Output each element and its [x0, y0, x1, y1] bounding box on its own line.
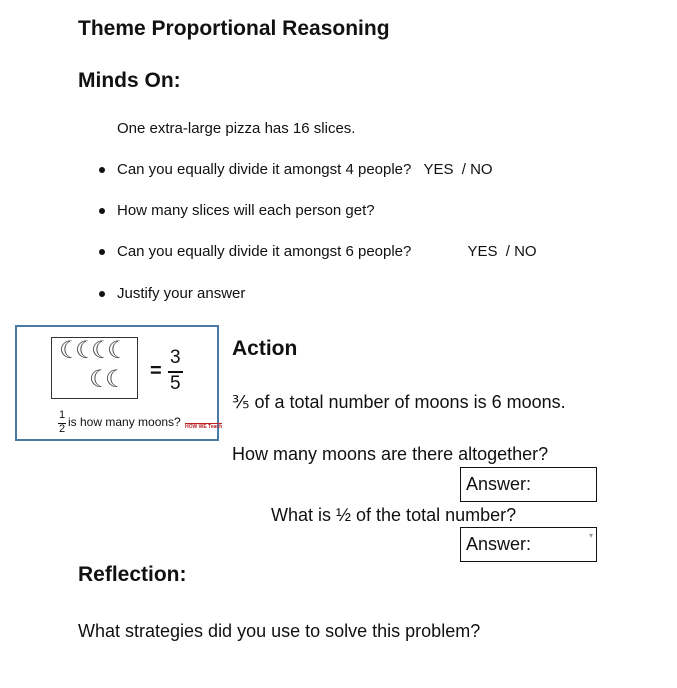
- bullet-item-3: [117, 243, 537, 260]
- no-option-1[interactable]: / NO: [461, 161, 493, 178]
- no-option-3[interactable]: / NO: [505, 243, 537, 260]
- bullet-dot: [99, 167, 105, 173]
- reflection-heading: Reflection:: [78, 563, 187, 586]
- yes-option-3[interactable]: YES: [467, 243, 498, 260]
- bullet-item-1-text: Can you equally divide it amongst 4 people?: [117, 161, 412, 178]
- answer-label-1: Answer:: [466, 474, 532, 494]
- bullet-dot: [99, 291, 105, 297]
- fraction-numerator: 3: [170, 347, 181, 368]
- moon-icon: ☾: [91, 337, 113, 364]
- action-statement: ⅗ of a total number of moons is 6 moons.: [232, 392, 566, 412]
- equals-sign: =: [150, 360, 162, 382]
- bullet-dot: [99, 208, 105, 214]
- moons-fraction-figure: [15, 325, 223, 441]
- answer-box-2[interactable]: [460, 527, 597, 562]
- half-numerator: 1: [59, 409, 66, 421]
- logo: HOW WE Teach: [185, 424, 223, 430]
- moons-box: [51, 337, 138, 399]
- moon-icon: ☾: [75, 337, 97, 364]
- minds-on-intro: One extra-large pizza has 16 slices.: [117, 120, 356, 137]
- moon-icon: ☾: [59, 337, 81, 364]
- fraction-denominator: 5: [170, 373, 181, 394]
- figure-caption: is how many moons?: [68, 415, 181, 429]
- bullet-item-3-text: Can you equally divide it amongst 6 people?: [117, 243, 412, 260]
- page-title: Theme Proportional Reasoning: [78, 17, 390, 40]
- moon-icon: ☾: [105, 366, 127, 393]
- bullet-item-4: Justify your answer: [117, 285, 246, 302]
- action-question-2: What is ½ of the total number?: [271, 505, 517, 525]
- moon-icon: ☾: [107, 337, 129, 364]
- bullet-dot: [99, 249, 105, 255]
- action-heading: Action: [232, 337, 298, 360]
- reflection-question: What strategies did you use to solve this problem?: [78, 621, 481, 641]
- answer-box-1[interactable]: [460, 467, 597, 502]
- action-question-1: How many moons are there altogether?: [232, 444, 549, 464]
- half-denominator: 2: [59, 423, 66, 435]
- answer-label-2: Answer:: [466, 534, 532, 554]
- dropdown-arrow-icon[interactable]: ▾: [588, 531, 593, 540]
- moon-icon: ☾: [89, 366, 111, 393]
- bullet-item-2: How many slices will each person get?: [117, 202, 375, 219]
- yes-option-1[interactable]: YES: [423, 161, 454, 178]
- minds-on-heading: Minds On:: [78, 69, 181, 92]
- bullet-item-1: [117, 161, 493, 178]
